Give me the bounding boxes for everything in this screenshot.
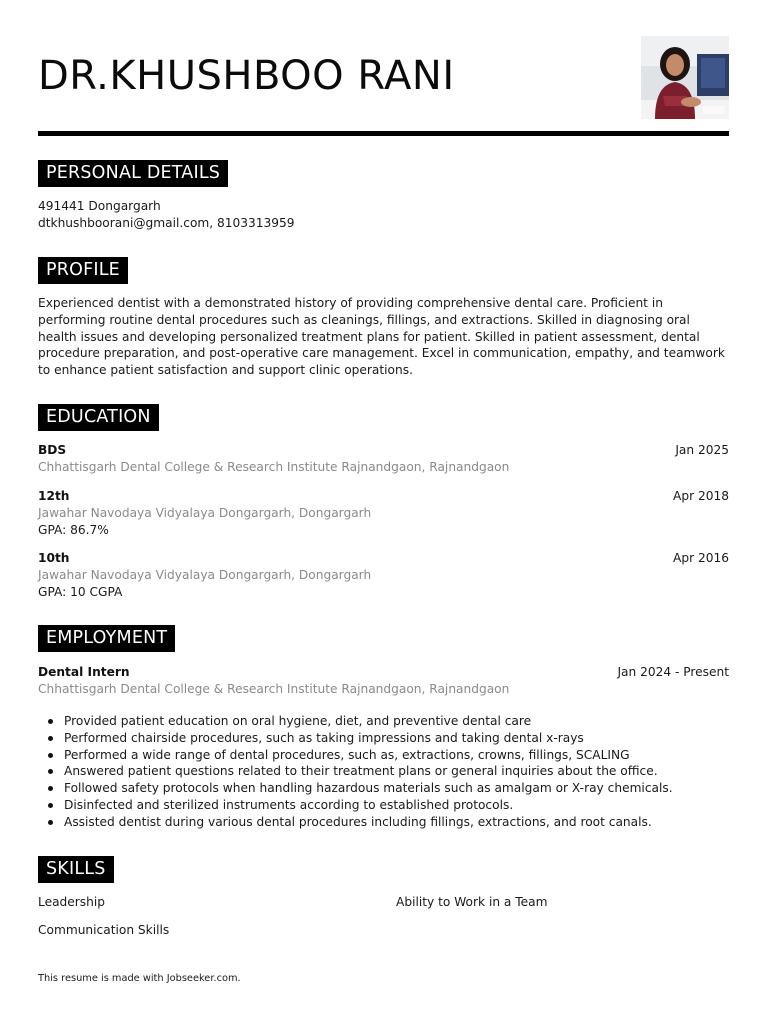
education-degree: 10th — [38, 551, 70, 565]
list-item: Performed chairside procedures, such as taking impressions and taking dental x-rays — [46, 730, 730, 747]
skill-item: Leadership — [38, 895, 105, 909]
header-divider — [38, 131, 729, 136]
education-degree: 12th — [38, 489, 70, 503]
education-date: Apr 2016 — [673, 551, 729, 565]
list-item: Assisted dentist during various dental procedures including fillings, extractions, and root canals. — [46, 814, 730, 831]
profile-photo-image — [641, 36, 729, 119]
employment-organization: Chhattisgarh Dental College & Research Institute Rajnandgaon, Rajnandgaon — [38, 682, 510, 696]
list-item: Performed a wide range of dental procedures, such as, extractions, crowns, fillings, SCALING — [46, 747, 730, 764]
education-school: Jawahar Navodaya Vidyalaya Dongargarh, Dongargarh — [38, 506, 372, 520]
education-degree: BDS — [38, 443, 67, 457]
education-school: Jawahar Navodaya Vidyalaya Dongargarh, Dongargarh — [38, 568, 372, 582]
list-item: Provided patient education on oral hygiene, diet, and preventive dental care — [46, 713, 730, 730]
candidate-name: DR.KHUSHBOO RANI — [38, 53, 455, 99]
skill-item: Ability to Work in a Team — [396, 895, 548, 909]
footer-credit: This resume is made with Jobseeker.com. — [38, 973, 241, 984]
profile-photo — [641, 36, 729, 119]
section-title-profile: PROFILE — [38, 257, 128, 284]
employment-date: Jan 2024 - Present — [617, 665, 729, 679]
skill-item: Communication Skills — [38, 923, 170, 937]
employment-role: Dental Intern — [38, 665, 130, 679]
section-title-education: EDUCATION — [38, 404, 159, 431]
education-date: Apr 2018 — [673, 489, 729, 503]
profile-summary: Experienced dentist with a demonstrated history of providing comprehensive dental care. Proficient in performing routine dental procedures such as cleanings, fillings, and extractions. Skilled in diagnosing oral health issues and developing personalized treatment plans for patient. Skilled in patient assessment, dental procedure preparation, and post-operative care management. Excel in communication, empathy, and teamwork to enhance patient satisfaction and support clinic operations. — [38, 296, 725, 378]
education-gpa: GPA: 86.7% — [38, 523, 109, 537]
education-gpa: GPA: 10 CGPA — [38, 585, 123, 599]
section-title-personal-details: PERSONAL DETAILS — [38, 160, 228, 187]
section-title-employment: EMPLOYMENT — [38, 625, 175, 652]
employment-duties-list — [46, 713, 730, 831]
section-title-skills: SKILLS — [38, 856, 114, 883]
personal-contact: dtkhushboorani@gmail.com, 8103313959 — [38, 216, 295, 230]
list-item: Answered patient questions related to their treatment plans or general inquiries about the office. — [46, 763, 730, 780]
education-school: Chhattisgarh Dental College & Research Institute Rajnandgaon, Rajnandgaon — [38, 460, 510, 474]
personal-address: 491441 Dongargarh — [38, 199, 161, 213]
education-date: Jan 2025 — [675, 443, 729, 457]
list-item: Disinfected and sterilized instruments according to established protocols. — [46, 797, 730, 814]
list-item: Followed safety protocols when handling hazardous materials such as amalgam or X-ray chemicals. — [46, 780, 730, 797]
